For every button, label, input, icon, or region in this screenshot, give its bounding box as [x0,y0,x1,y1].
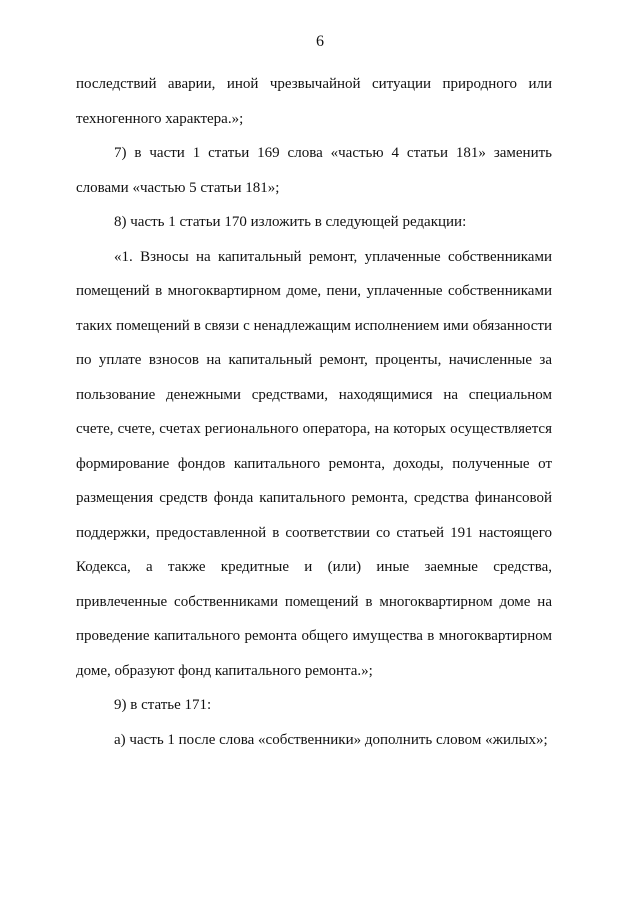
text-line: пользование денежными средствами, находящимися на специальном [76,386,552,403]
document-body [76,67,552,757]
text-line: счете, счете, счетах регионального оператора, на которых осуществляется [76,421,552,437]
text-line: «1. Взносы на капитальный ремонт, уплаченные собственниками [114,248,552,265]
text-line: привлеченные собственниками помещений в многоквартирном доме на [76,593,552,610]
text-line: проведение капитального ремонта общего имущества в многоквартирном [76,628,552,644]
text-line: а) часть 1 после слова «собственники» дополнить словом «жилых»; [114,731,548,748]
text-line: размещения средств фонда капитального ремонта, средства финансовой [76,490,552,506]
text-line: последствий аварии, иной чрезвычайной ситуации природного или [76,76,552,92]
text-line: доме, образуют фонд капитального ремонта.»; [76,662,373,679]
text-line: по уплате взносов на капитальный ремонт, проценты, начисленные за [76,352,552,368]
page-number: 6 [316,33,324,50]
text-line: словами «частью 5 статьи 181»; [76,179,280,196]
text-line: поддержки, предоставленной в соответствии со статьей 191 настоящего [76,524,552,541]
text-line: 7) в части 1 статьи 169 слова «частью 4 статьи 181» заменить [114,145,552,161]
text-line: формирование фондов капитального ремонта, доходы, полученные от [76,455,552,472]
text-line: таких помещений в связи с ненадлежащим исполнением ими обязанности [76,317,552,334]
text-line: 8) часть 1 статьи 170 изложить в следующей редакции: [114,214,467,230]
text-line: помещений в многоквартирном доме, пени, уплаченные собственниками [76,283,552,299]
text-line: 9) в статье 171: [114,697,212,713]
text-line: техногенного характера.»; [76,110,244,127]
text-line: Кодекса, а также кредитные и (или) иные заемные средства, [76,559,552,575]
